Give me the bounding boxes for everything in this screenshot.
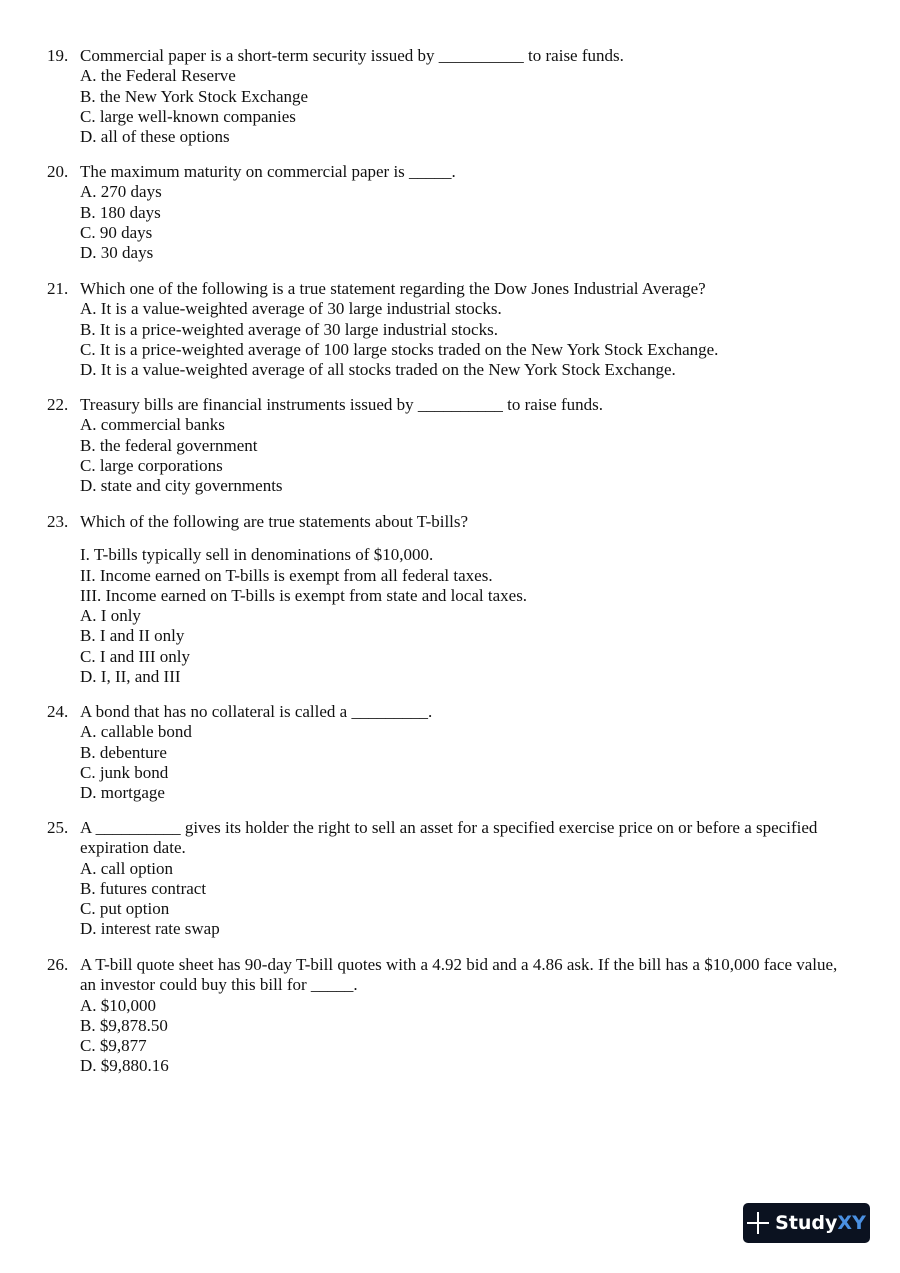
option-d: D. It is a value-weighted average of all stocks traded on the New York Stock Exchange. [80, 360, 676, 380]
question-23 [47, 512, 857, 687]
option-d: D. I, II, and III [80, 667, 181, 687]
question-number: 26. [47, 955, 69, 974]
option-a: A. the Federal Reserve [80, 66, 236, 86]
question-number: 21. [47, 279, 69, 298]
question-text: A __________ gives its holder the right to sell an asset for a specified exercise price on or before a specified expiration date. [80, 818, 818, 858]
option-c: C. large well-known companies [80, 106, 296, 126]
option-list [80, 859, 857, 940]
question-number: 19. [47, 46, 69, 65]
option-b: B. 180 days [80, 202, 161, 222]
option-c: C. $9,877 [80, 1036, 147, 1056]
option-list [80, 722, 857, 803]
statement-list [80, 545, 857, 606]
option-a: A. I only [80, 606, 141, 626]
studyxy-logo [743, 1203, 870, 1243]
question-number: 25. [47, 818, 69, 837]
option-c: C. 90 days [80, 222, 153, 242]
question-number: 22. [47, 395, 69, 414]
option-list [80, 66, 857, 147]
option-a: A. callable bond [80, 722, 192, 742]
question-20 [47, 162, 857, 263]
question-26 [47, 955, 857, 1077]
option-d: D. all of these options [80, 127, 230, 147]
option-a: A. 270 days [80, 182, 162, 202]
option-list [80, 606, 857, 687]
option-a: A. It is a value-weighted average of 30 large industrial stocks. [80, 299, 502, 319]
option-b: B. futures contract [80, 878, 207, 898]
option-c: C. put option [80, 899, 170, 919]
question-text: A T-bill quote sheet has 90-day T-bill quotes with a 4.92 bid and a 4.86 ask. If the bill has a $10,000 face value, an investor could buy this bill for _____. [80, 955, 838, 995]
option-d: D. mortgage [80, 783, 165, 803]
question-text: Treasury bills are financial instruments issued by __________ to raise funds. [80, 395, 603, 414]
question-21 [47, 279, 857, 380]
question-number: 24. [47, 702, 69, 721]
question-text: Which one of the following is a true statement regarding the Dow Jones Industrial Average? [80, 279, 706, 298]
statement-iii: III. Income earned on T-bills is exempt from state and local taxes. [80, 585, 528, 605]
question-22 [47, 395, 857, 496]
option-a: A. $10,000 [80, 995, 157, 1015]
option-b: B. the federal government [80, 435, 258, 455]
option-b: B. I and II only [80, 626, 185, 646]
statement-ii: II. Income earned on T-bills is exempt from all federal taxes. [80, 565, 493, 585]
question-19 [47, 46, 857, 147]
question-text: A bond that has no collateral is called a _________. [80, 702, 433, 721]
option-list [80, 182, 857, 263]
option-d: D. interest rate swap [80, 919, 220, 939]
logo-text-accent: XY [837, 1212, 866, 1234]
question-24 [47, 702, 857, 803]
question-number: 20. [47, 162, 69, 181]
option-list [80, 415, 857, 496]
option-d: D. state and city governments [80, 476, 283, 496]
question-text: Which of the following are true statements about T-bills? [80, 512, 469, 531]
option-b: B. debenture [80, 742, 167, 762]
option-c: C. It is a price-weighted average of 100 large stocks traded on the New York Stock Exchange. [80, 339, 719, 359]
option-d: D. 30 days [80, 243, 154, 263]
option-d: D. $9,880.16 [80, 1056, 169, 1076]
option-a: A. commercial banks [80, 415, 225, 435]
option-c: C. junk bond [80, 762, 169, 782]
question-25 [47, 818, 857, 940]
question-text: The maximum maturity on commercial paper is _____. [80, 162, 456, 181]
plus-icon [747, 1212, 769, 1234]
option-c: C. I and III only [80, 646, 191, 666]
option-a: A. call option [80, 858, 174, 878]
option-b: B. the New York Stock Exchange [80, 86, 309, 106]
question-text: Commercial paper is a short-term security issued by __________ to raise funds. [80, 46, 624, 65]
option-b: B. It is a price-weighted average of 30 large industrial stocks. [80, 319, 498, 339]
logo-text-main: Study [775, 1212, 838, 1234]
statement-i: I. T-bills typically sell in denominations of $10,000. [80, 545, 434, 565]
option-list [80, 299, 857, 380]
question-number: 23. [47, 512, 69, 531]
option-b: B. $9,878.50 [80, 1015, 168, 1035]
option-c: C. large corporations [80, 455, 223, 475]
option-list [80, 996, 857, 1077]
